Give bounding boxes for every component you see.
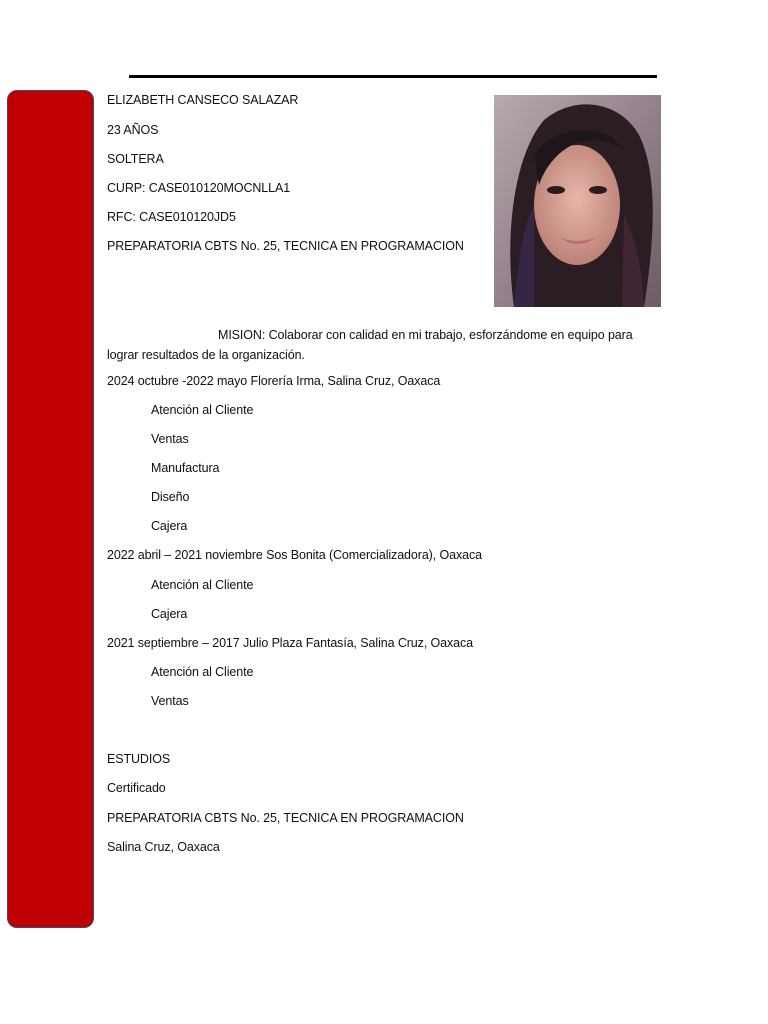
education-summary: PREPARATORIA CBTS No. 25, TECNICA EN PROGRAMACION — [107, 239, 464, 253]
job-task: Atención al Cliente — [151, 578, 254, 592]
job-title: 2022 abril – 2021 noviembre Sos Bonita (Comercializadora), Oaxaca — [107, 548, 482, 562]
studies-certificate: Certificado — [107, 781, 166, 795]
job-task: Ventas — [151, 432, 189, 446]
job-task: Diseño — [151, 490, 190, 504]
job-task: Cajera — [151, 519, 188, 533]
job-task: Cajera — [151, 607, 188, 621]
studies-heading: ESTUDIOS — [107, 752, 171, 766]
job-task: Atención al Cliente — [151, 665, 254, 679]
studies-school: PREPARATORIA CBTS No. 25, TECNICA EN PROGRAMACION — [107, 811, 464, 825]
curp-value: CURP: CASE010120MOCNLLA1 — [107, 181, 291, 195]
top-divider-line — [129, 75, 657, 78]
mision-statement: MISION: Colaborar con calidad en mi trabajo, esforzándome en equipo para lograr resultados de la organización. — [107, 328, 633, 362]
applicant-age: 23 AÑOS — [107, 123, 159, 137]
job-title: 2024 octubre -2022 mayo Florería Irma, Salina Cruz, Oaxaca — [107, 374, 441, 388]
job-title: 2021 septiembre – 2017 Julio Plaza Fantasía, Salina Cruz, Oaxaca — [107, 636, 474, 650]
profile-photo — [494, 95, 661, 307]
job-task: Atención al Cliente — [151, 403, 254, 417]
job-task: Manufactura — [151, 461, 220, 475]
applicant-name: ELIZABETH CANSECO SALAZAR — [107, 93, 299, 107]
red-side-bar — [7, 90, 94, 928]
civil-status: SOLTERA — [107, 152, 164, 166]
studies-location: Salina Cruz, Oaxaca — [107, 840, 220, 854]
rfc-value: RFC: CASE010120JD5 — [107, 210, 236, 224]
job-task: Ventas — [151, 694, 189, 708]
